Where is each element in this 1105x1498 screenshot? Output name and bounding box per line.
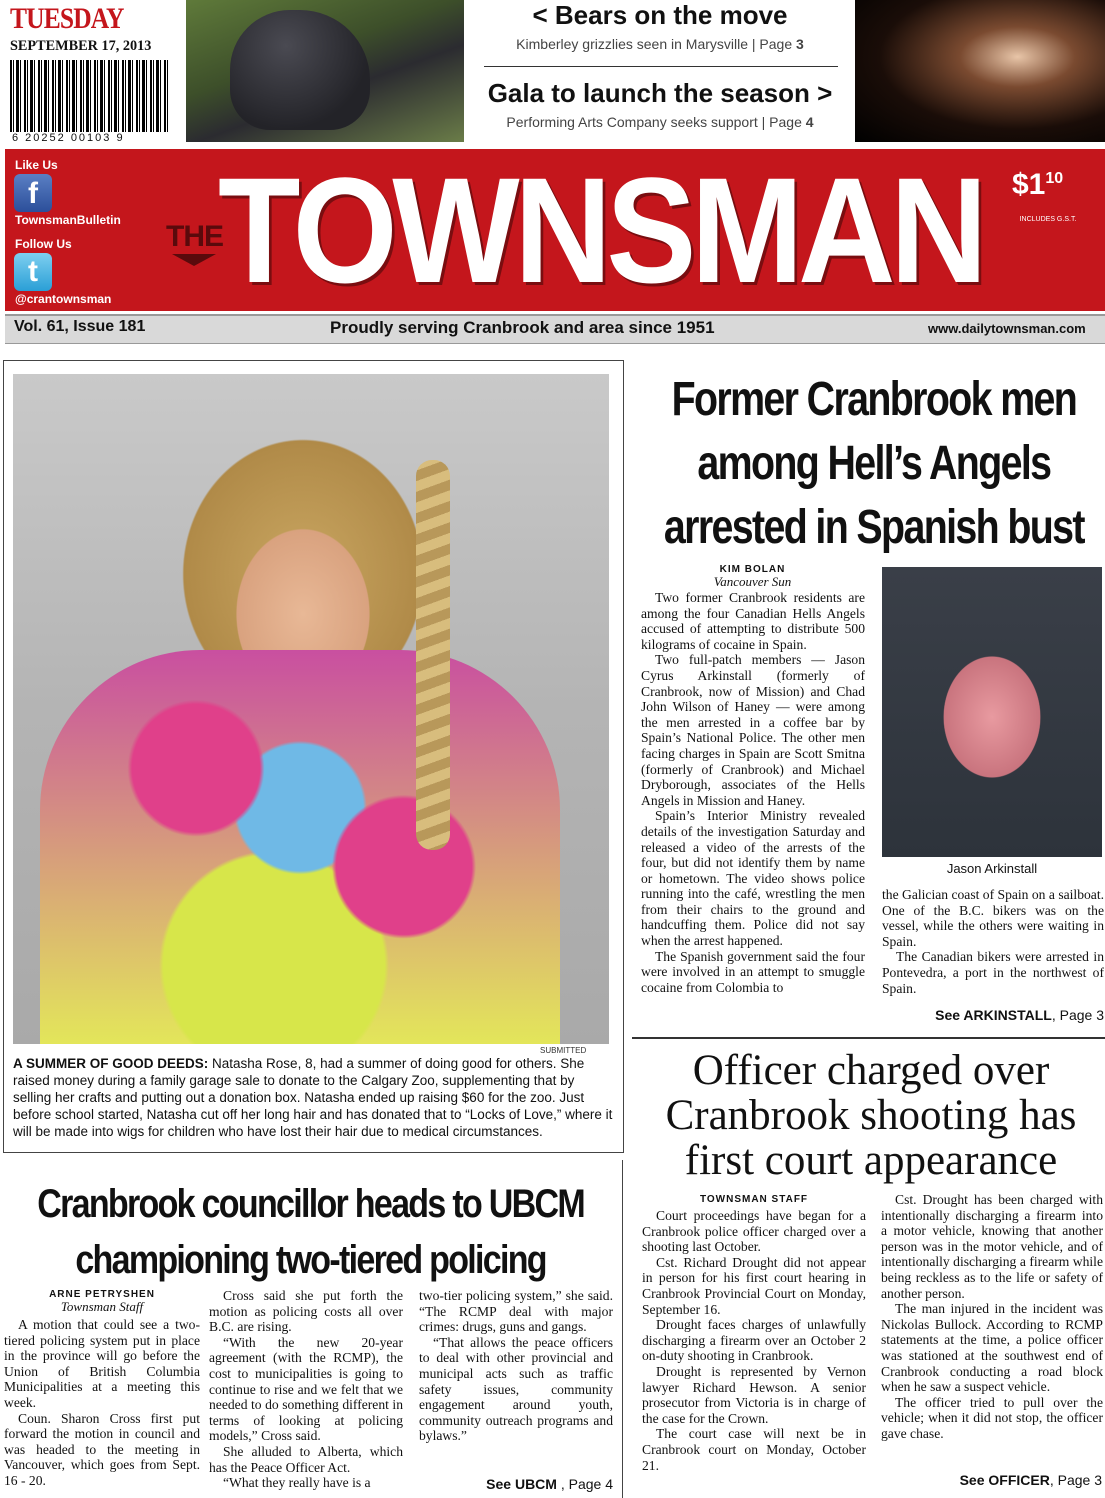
like-us-label: Like Us	[15, 158, 58, 172]
officer-column-1: Court proceedings have began for a Cranbrook police officer charged over a shooting last October. Cst. Richard Drought did not appear in person for his first court hearing in Cranbrook Provincial Court on Monday, September 16. Drought faces charges of unlawfully discharging a firearm over an October 2 on-duty shooting in Cranbrook. Drought is represented by Vernon lawyer Richard Hewson. A senior prosecutor from Victoria is in charge of the case for the Crown. The court case will next be in Cranbrook court on Monday, October 21.	[642, 1208, 866, 1473]
tie-dye-shirt	[40, 650, 560, 1044]
violinist-photo	[855, 0, 1105, 142]
ubcm-headline[interactable]: Cranbrook councillor heads to UBCM championing two-tiered policing	[37, 1182, 584, 1282]
hells-byline-org: Vancouver Sun	[713, 574, 792, 589]
barcode-digits: 6 20252 00103 9	[12, 132, 125, 144]
ubcm-column-3: two-tier policing system,” she said. “The RCMP deal with major crimes: drugs, guns and gangs. “That allows the peace officers to deal with other provincial and municipal acts such as traffic safety issues, community engagement around youth, community outreach programs and bylaws.”	[419, 1288, 613, 1444]
edition-date: SEPTEMBER 17, 2013	[10, 38, 152, 54]
arkinstall-mugshot	[882, 567, 1102, 857]
ubcm-jump-link[interactable]: See UBCM , Page 4	[486, 1476, 613, 1492]
price: $\$1^{10}$	[1012, 168, 1064, 201]
mugshot-caption: Jason Arkinstall	[946, 861, 1038, 876]
officer-top-rule	[632, 1037, 1105, 1039]
facebook-icon[interactable]: f	[14, 174, 52, 212]
barcode	[10, 60, 170, 132]
teaser-bears-title[interactable]: < Bears on the move	[532, 0, 788, 30]
hells-column-1: Two former Cranbrook residents are among the four Canadian Hells Angels accused of attempting to distribute 500 kilograms of cocaine in Spain. Two full-patch members — Jason Cyrus Arkinstall (formerly of Cranbrook, now of Mission) and Chad John Wilson of Haney — were among the men arrested in a coffee bar by Spain’s National Police. The other men facing charges in Spain are Scott Smitna (formerly of Cranbrook) and Michael Dryborough, associates of the Hells Angels in Mission and Haney. Spain’s Interior Ministry revealed details of the investigation Saturday and released a video of the arrests of the four, but did not identify them by name or hometown. The video shows police running into the café, wrestling the men from their chairs to the ground and handcuffing them. Police did not say when the arrest happened. The Spanish government said the four were involved in an attempt to smuggle cocaine from Colombia to	[641, 590, 865, 995]
officer-headline[interactable]: Officer charged over Cranbrook shooting has first court appearance	[665, 1047, 1077, 1184]
officer-byline: TOWNSMAN STAFF	[699, 1194, 809, 1205]
volume-issue: Vol. 61, Issue 181	[14, 318, 146, 335]
teaser-gala-sub: Performing Arts Company seeks support | Page 4	[506, 114, 814, 130]
teaser-gala-title[interactable]: Gala to launch the season >	[487, 78, 833, 108]
officer-column-2: Cst. Drought has been charged with intentionally discharging a firearm into a motor vehicle, knowing that another person was in the motor vehicle, and of intentionally discharging a firearm while being reckless as to the life or safety of another person. The man injured in the incident was Nickolas Bullock. According to RCMP statements at the time, a police officer was stationed at the southwest end of Cranbrook conducting a road block when he saw a suspect vehicle. The officer tried to pull over the vehicle; when it did not stop, the officer gave chase.	[881, 1192, 1103, 1441]
edition-day: TUESDAY	[10, 2, 124, 35]
ubcm-column-2: Cross said she put forth the motion as policing costs all over B.C. are rising. “With the new 20-year agreement (with the RCMP), the cost to municipalities is going to continue to rise and we felt that we needed to do something different in terms of looking at policing models,” Cross said. She alluded to Alberta, which has the Peace Officer Act. “What they really have is a	[209, 1288, 403, 1491]
nameplate-arrow	[172, 254, 216, 266]
tagline: Proudly serving Cranbrook and area since 1951	[330, 318, 715, 337]
facebook-handle[interactable]: TownsmanBulletin	[15, 213, 121, 227]
nameplate-the: THE	[166, 220, 223, 253]
column-rule	[622, 1160, 623, 1498]
teaser-divider	[484, 66, 838, 67]
ubcm-column-1: A motion that could see a two-tiered policing system put in place in the province will go before the Union of British Columbia Municipalities at a meeting this week. Coun. Sharon Cross first put forward the motion in council and was headed to the meeting in Vancouver, which goes from Sept. 16 - 20.	[4, 1317, 200, 1488]
photo-caption: A SUMMER OF GOOD DEEDS: Natasha Rose, 8, had a summer of doing good for others. She raised money during a family garage sale to donate to the Calgary Zoo, supplementing that by selling her crafts and putting out a donation box. Natasha ended up raising $60 for the zoo. Just before school started, Natasha cut off her long hair and has donated that to “Locks of Love,” where it will be made into wigs for children who have lost their hair due to medical circumstances.	[13, 1056, 613, 1139]
follow-us-label: Follow Us	[15, 237, 72, 251]
photo-credit: SUBMITTED	[540, 1046, 587, 1055]
officer-jump-link[interactable]: See OFFICER, Page 3	[959, 1472, 1102, 1488]
hells-jump-link[interactable]: See ARKINSTALL, Page 3	[935, 1007, 1104, 1023]
ubcm-byline-org: Townsman Staff	[60, 1299, 144, 1314]
website-link[interactable]: www.dailytownsman.com	[928, 321, 1086, 336]
hells-angels-headline[interactable]: Former Cranbrook men among Hell’s Angels arrested in Spanish bust	[663, 373, 1084, 554]
nameplate: TOWNSMAN	[218, 146, 983, 314]
hair-braid	[416, 460, 450, 850]
teaser-bears-sub: Kimberley grizzlies seen in Marysville | Page 3	[516, 36, 804, 52]
ubcm-byline: ARNE PETRYSHEN	[49, 1289, 155, 1300]
hells-column-2: the Galician coast of Spain on a sailboat. One of the B.C. bikers was on the vessel, while the others were waiting in Spain. The Canadian bikers were arrested in Pontevedra, a port in the northwest of Spain.	[882, 887, 1104, 996]
twitter-icon[interactable]: t	[14, 253, 52, 291]
price-note: INCLUDES G.S.T.	[1019, 216, 1077, 223]
twitter-handle[interactable]: @crantownsman	[15, 292, 112, 306]
hells-byline: KIM BOLAN	[719, 564, 786, 575]
